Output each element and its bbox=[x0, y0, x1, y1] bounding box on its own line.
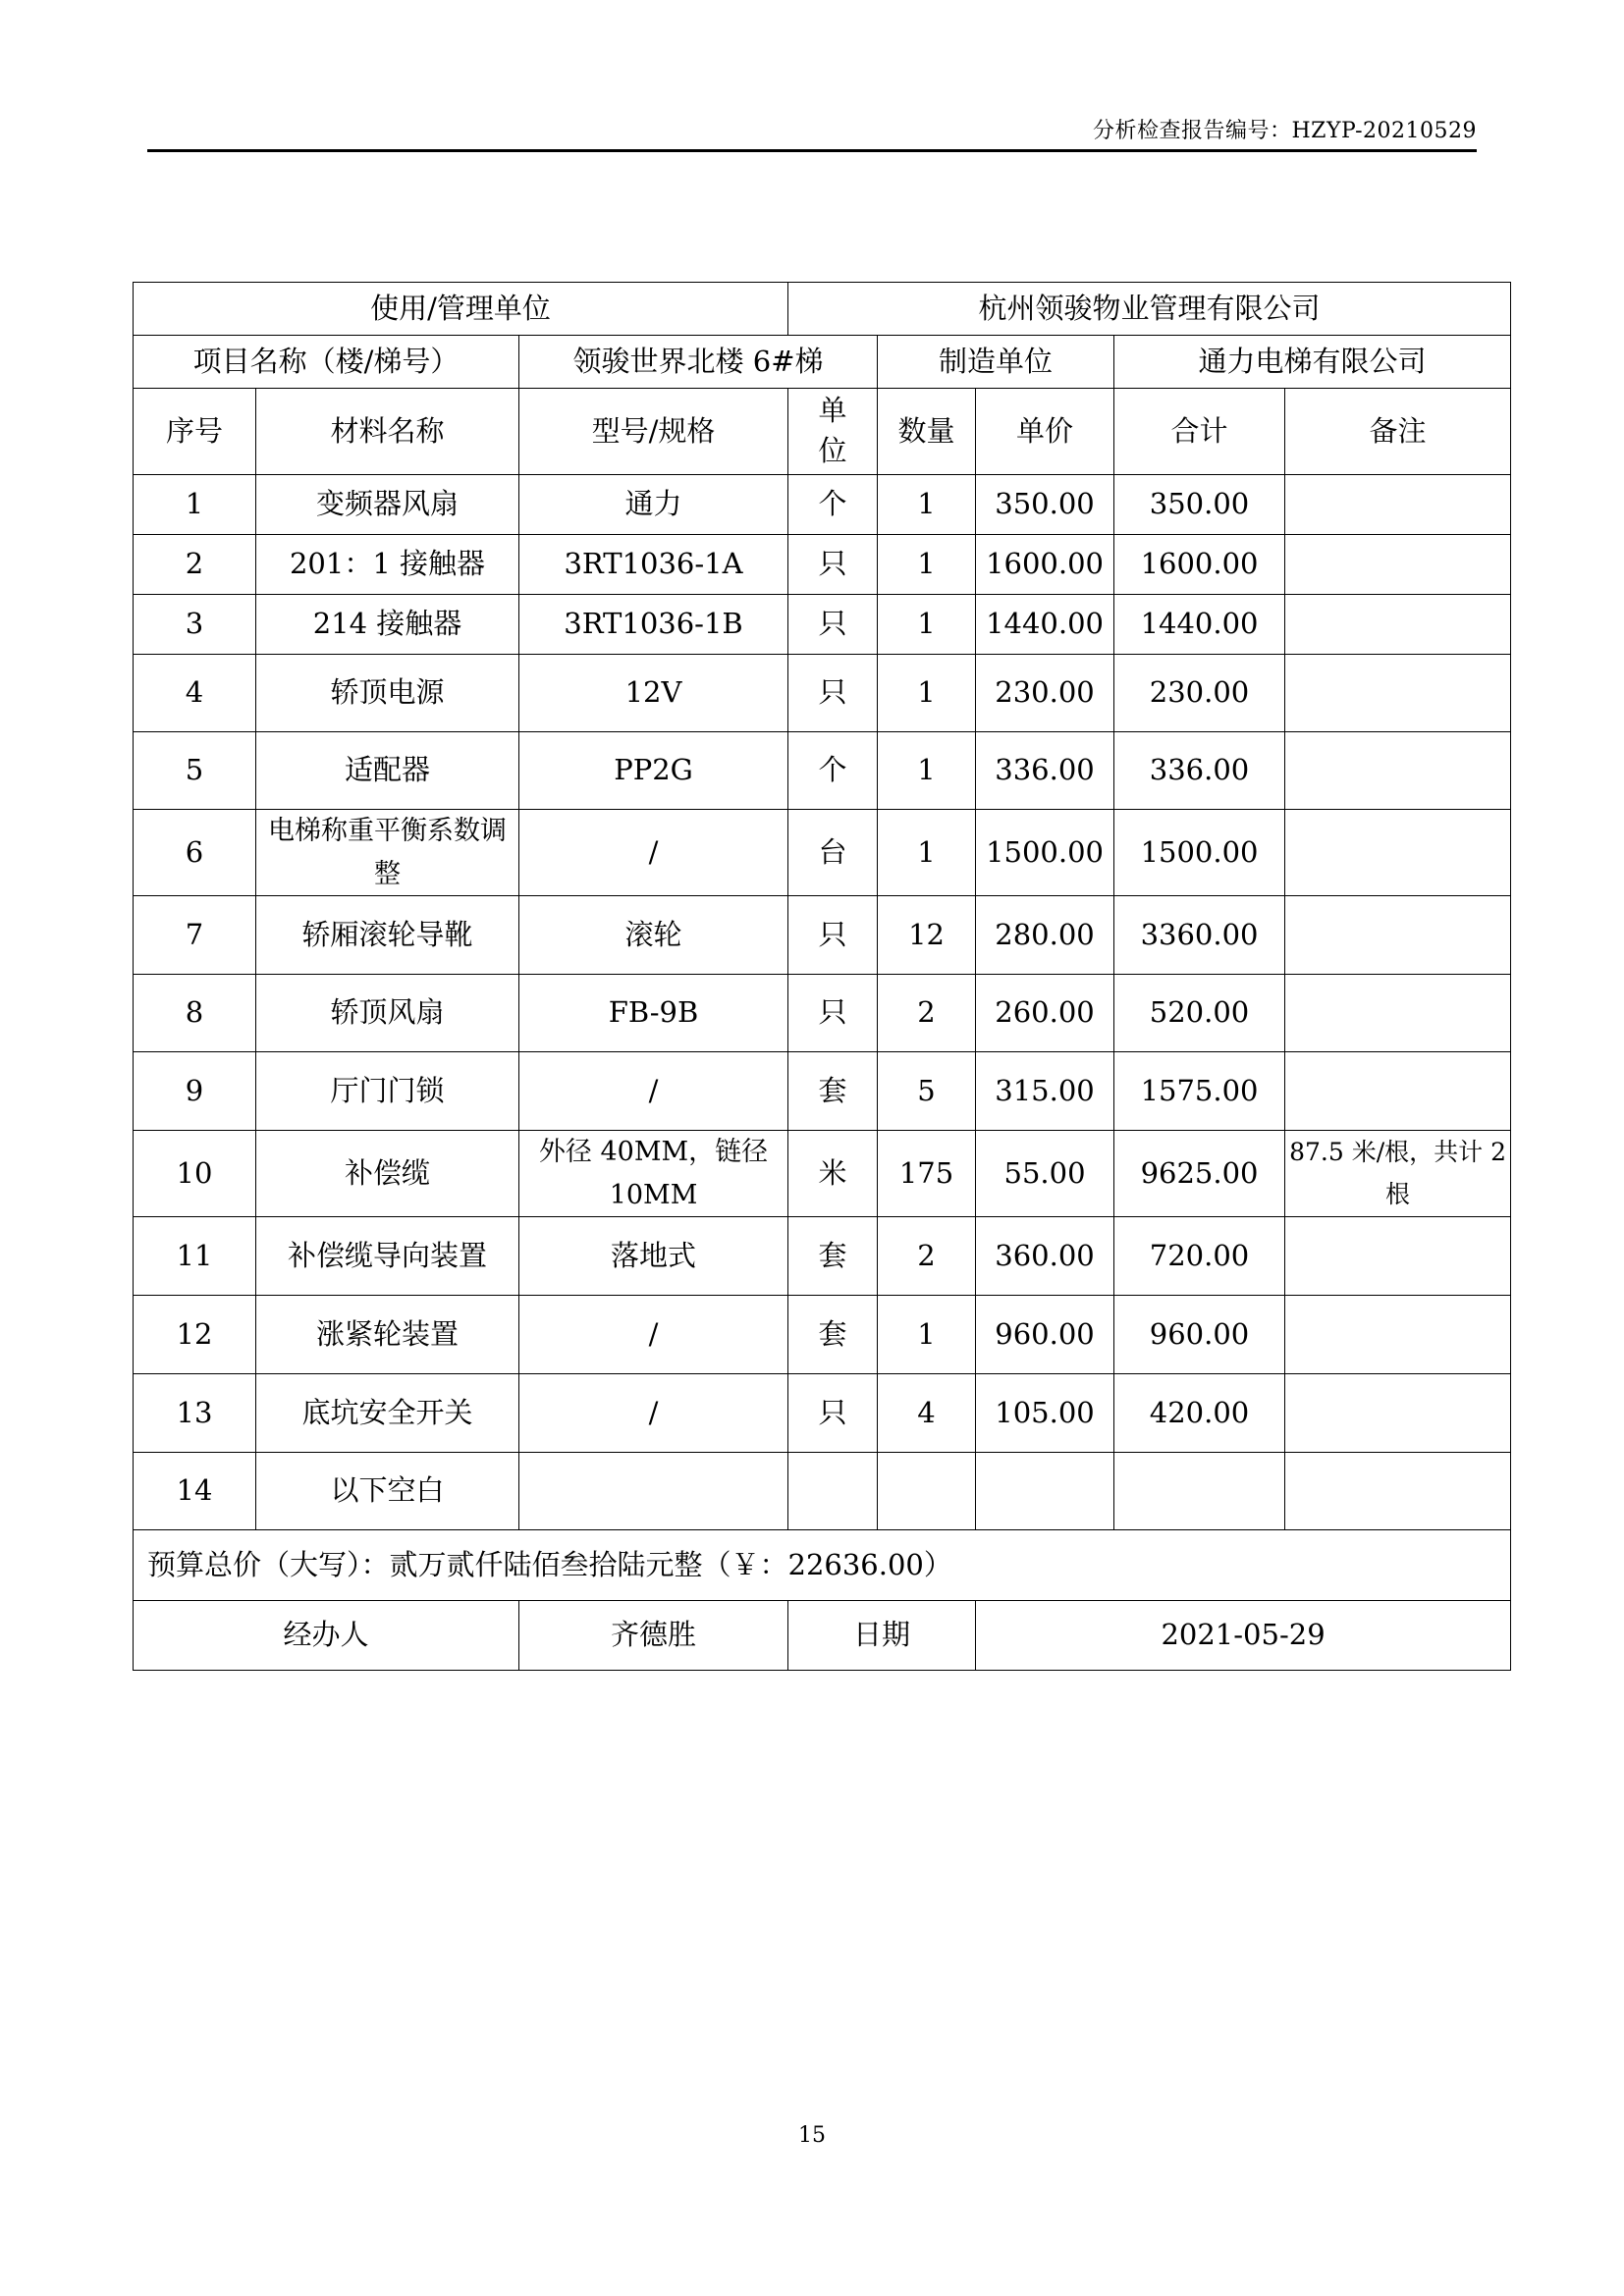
cell-price: 350.00 bbox=[976, 475, 1114, 535]
cell-note bbox=[1285, 1296, 1511, 1374]
cell-seq: 2 bbox=[134, 535, 256, 595]
cell-price: 360.00 bbox=[976, 1217, 1114, 1296]
cell-model: / bbox=[519, 1374, 788, 1453]
cell-seq: 8 bbox=[134, 975, 256, 1052]
cell-qty: 1 bbox=[878, 1296, 976, 1374]
cell-price: 280.00 bbox=[976, 896, 1114, 975]
table-row bbox=[134, 1131, 1511, 1217]
col-header-seq: 序号 bbox=[134, 389, 256, 475]
cell-unit: 只 bbox=[788, 655, 878, 732]
cell-total: 9625.00 bbox=[1114, 1131, 1285, 1217]
table-row bbox=[134, 655, 1511, 732]
cell-name: 厅门门锁 bbox=[256, 1052, 519, 1131]
cell-qty: 1 bbox=[878, 595, 976, 655]
cell-qty: 2 bbox=[878, 975, 976, 1052]
cell-name: 轿顶电源 bbox=[256, 655, 519, 732]
table-row bbox=[134, 896, 1511, 975]
cell-total: 520.00 bbox=[1114, 975, 1285, 1052]
cell-name: 电梯称重平衡系数调整 bbox=[256, 810, 519, 896]
col-header-qty: 数量 bbox=[878, 389, 976, 475]
col-header-total: 合计 bbox=[1114, 389, 1285, 475]
cell-note bbox=[1285, 1217, 1511, 1296]
col-header-name: 材料名称 bbox=[256, 389, 519, 475]
cell-model: PP2G bbox=[519, 732, 788, 810]
cell-name: 适配器 bbox=[256, 732, 519, 810]
cell-price bbox=[976, 1453, 1114, 1530]
cell-model: 12V bbox=[519, 655, 788, 732]
table-row bbox=[134, 1296, 1511, 1374]
cell-unit: 套 bbox=[788, 1296, 878, 1374]
cell-price: 960.00 bbox=[976, 1296, 1114, 1374]
date-label: 日期 bbox=[788, 1601, 976, 1671]
cell-note bbox=[1285, 475, 1511, 535]
cell-note bbox=[1285, 655, 1511, 732]
cell-name: 补偿缆 bbox=[256, 1131, 519, 1217]
table-row bbox=[134, 1374, 1511, 1453]
cell-total: 420.00 bbox=[1114, 1374, 1285, 1453]
cell-price: 260.00 bbox=[976, 975, 1114, 1052]
cell-seq: 4 bbox=[134, 655, 256, 732]
cell-unit: 只 bbox=[788, 595, 878, 655]
cell-seq: 9 bbox=[134, 1052, 256, 1131]
cell-qty: 1 bbox=[878, 475, 976, 535]
cell-note bbox=[1285, 535, 1511, 595]
report-number-value: HZYP-20210529 bbox=[1291, 119, 1477, 143]
unit-row bbox=[134, 283, 1511, 336]
col-header-note: 备注 bbox=[1285, 389, 1511, 475]
cell-name: 以下空白 bbox=[256, 1453, 519, 1530]
table-row bbox=[134, 475, 1511, 535]
cell-qty: 1 bbox=[878, 732, 976, 810]
materials-quote-table bbox=[133, 282, 1511, 1671]
cell-qty: 175 bbox=[878, 1131, 976, 1217]
cell-model: 滚轮 bbox=[519, 896, 788, 975]
table-row bbox=[134, 810, 1511, 896]
cell-unit: 米 bbox=[788, 1131, 878, 1217]
cell-note bbox=[1285, 975, 1511, 1052]
cell-qty: 12 bbox=[878, 896, 976, 975]
cell-note bbox=[1285, 1453, 1511, 1530]
handler-value: 齐德胜 bbox=[519, 1601, 788, 1671]
cell-model: 落地式 bbox=[519, 1217, 788, 1296]
cell-qty bbox=[878, 1453, 976, 1530]
cell-note bbox=[1285, 1052, 1511, 1131]
cell-total: 1575.00 bbox=[1114, 1052, 1285, 1131]
report-number-header bbox=[1093, 114, 1477, 144]
cell-total: 336.00 bbox=[1114, 732, 1285, 810]
cell-model: / bbox=[519, 1052, 788, 1131]
cell-model: FB-9B bbox=[519, 975, 788, 1052]
col-header-unit-text: 单位 bbox=[818, 393, 847, 467]
project-value: 领骏世界北楼 6#梯 bbox=[519, 336, 878, 389]
column-header-row bbox=[134, 389, 1511, 475]
cell-name: 轿顶风扇 bbox=[256, 975, 519, 1052]
cell-qty: 4 bbox=[878, 1374, 976, 1453]
cell-model: 3RT1036-1B bbox=[519, 595, 788, 655]
cell-total bbox=[1114, 1453, 1285, 1530]
cell-seq: 11 bbox=[134, 1217, 256, 1296]
cell-unit: 只 bbox=[788, 1374, 878, 1453]
cell-qty: 1 bbox=[878, 655, 976, 732]
cell-total: 720.00 bbox=[1114, 1217, 1285, 1296]
col-header-model: 型号/规格 bbox=[519, 389, 788, 475]
cell-unit: 只 bbox=[788, 975, 878, 1052]
cell-model: 外径 40MM，链径 10MM bbox=[519, 1131, 788, 1217]
table-row bbox=[134, 975, 1511, 1052]
cell-name: 涨紧轮装置 bbox=[256, 1296, 519, 1374]
cell-seq: 10 bbox=[134, 1131, 256, 1217]
maker-label: 制造单位 bbox=[878, 336, 1114, 389]
col-header-price: 单价 bbox=[976, 389, 1114, 475]
signoff-row bbox=[134, 1601, 1511, 1671]
cell-price: 230.00 bbox=[976, 655, 1114, 732]
cell-price: 55.00 bbox=[976, 1131, 1114, 1217]
unit-value: 杭州领骏物业管理有限公司 bbox=[788, 283, 1511, 336]
col-header-unit bbox=[788, 389, 878, 475]
cell-unit: 只 bbox=[788, 535, 878, 595]
report-number-label: 分析检查报告编号： bbox=[1092, 119, 1292, 143]
cell-model: 3RT1036-1A bbox=[519, 535, 788, 595]
cell-seq: 6 bbox=[134, 810, 256, 896]
cell-total: 1600.00 bbox=[1114, 535, 1285, 595]
cell-model: 通力 bbox=[519, 475, 788, 535]
cell-price: 105.00 bbox=[976, 1374, 1114, 1453]
budget-total-text: 预算总价（大写）：贰万贰仟陆佰叁拾陆元整（￥：22636.00） bbox=[134, 1530, 1511, 1601]
cell-unit: 只 bbox=[788, 896, 878, 975]
cell-price: 336.00 bbox=[976, 732, 1114, 810]
cell-total: 960.00 bbox=[1114, 1296, 1285, 1374]
cell-qty: 5 bbox=[878, 1052, 976, 1131]
table-row bbox=[134, 535, 1511, 595]
cell-unit: 个 bbox=[788, 732, 878, 810]
cell-note bbox=[1285, 595, 1511, 655]
cell-total: 1440.00 bbox=[1114, 595, 1285, 655]
cell-seq: 7 bbox=[134, 896, 256, 975]
maker-value: 通力电梯有限公司 bbox=[1114, 336, 1511, 389]
cell-total: 230.00 bbox=[1114, 655, 1285, 732]
cell-model: / bbox=[519, 810, 788, 896]
cell-total: 3360.00 bbox=[1114, 896, 1285, 975]
cell-qty: 2 bbox=[878, 1217, 976, 1296]
table-row bbox=[134, 732, 1511, 810]
header-divider bbox=[147, 149, 1477, 152]
cell-name: 变频器风扇 bbox=[256, 475, 519, 535]
project-label: 项目名称（楼/梯号） bbox=[134, 336, 519, 389]
budget-total-row bbox=[134, 1530, 1511, 1601]
cell-name: 201：1 接触器 bbox=[256, 535, 519, 595]
cell-unit: 套 bbox=[788, 1217, 878, 1296]
table-row bbox=[134, 1052, 1511, 1131]
cell-seq: 12 bbox=[134, 1296, 256, 1374]
cell-unit bbox=[788, 1453, 878, 1530]
project-row bbox=[134, 336, 1511, 389]
table-row bbox=[134, 1453, 1511, 1530]
cell-unit: 台 bbox=[788, 810, 878, 896]
cell-note bbox=[1285, 732, 1511, 810]
cell-name: 补偿缆导向装置 bbox=[256, 1217, 519, 1296]
cell-note bbox=[1285, 896, 1511, 975]
cell-model bbox=[519, 1453, 788, 1530]
cell-price: 315.00 bbox=[976, 1052, 1114, 1131]
cell-total: 1500.00 bbox=[1114, 810, 1285, 896]
unit-label: 使用/管理单位 bbox=[134, 283, 788, 336]
cell-model: / bbox=[519, 1296, 788, 1374]
cell-price: 1500.00 bbox=[976, 810, 1114, 896]
page-number: 15 bbox=[798, 2123, 826, 2148]
cell-total: 350.00 bbox=[1114, 475, 1285, 535]
cell-seq: 5 bbox=[134, 732, 256, 810]
cell-unit: 个 bbox=[788, 475, 878, 535]
cell-price: 1440.00 bbox=[976, 595, 1114, 655]
cell-seq: 1 bbox=[134, 475, 256, 535]
table-row bbox=[134, 1217, 1511, 1296]
cell-note bbox=[1285, 810, 1511, 896]
handler-label: 经办人 bbox=[134, 1601, 519, 1671]
cell-seq: 13 bbox=[134, 1374, 256, 1453]
cell-name: 轿厢滚轮导靴 bbox=[256, 896, 519, 975]
cell-qty: 1 bbox=[878, 535, 976, 595]
cell-name: 214 接触器 bbox=[256, 595, 519, 655]
cell-unit: 套 bbox=[788, 1052, 878, 1131]
table-row bbox=[134, 595, 1511, 655]
cell-seq: 3 bbox=[134, 595, 256, 655]
cell-seq: 14 bbox=[134, 1453, 256, 1530]
date-value: 2021-05-29 bbox=[976, 1601, 1511, 1671]
cell-qty: 1 bbox=[878, 810, 976, 896]
cell-note bbox=[1285, 1374, 1511, 1453]
cell-note: 87.5 米/根，共计 2 根 bbox=[1285, 1131, 1511, 1217]
cell-price: 1600.00 bbox=[976, 535, 1114, 595]
cell-name: 底坑安全开关 bbox=[256, 1374, 519, 1453]
